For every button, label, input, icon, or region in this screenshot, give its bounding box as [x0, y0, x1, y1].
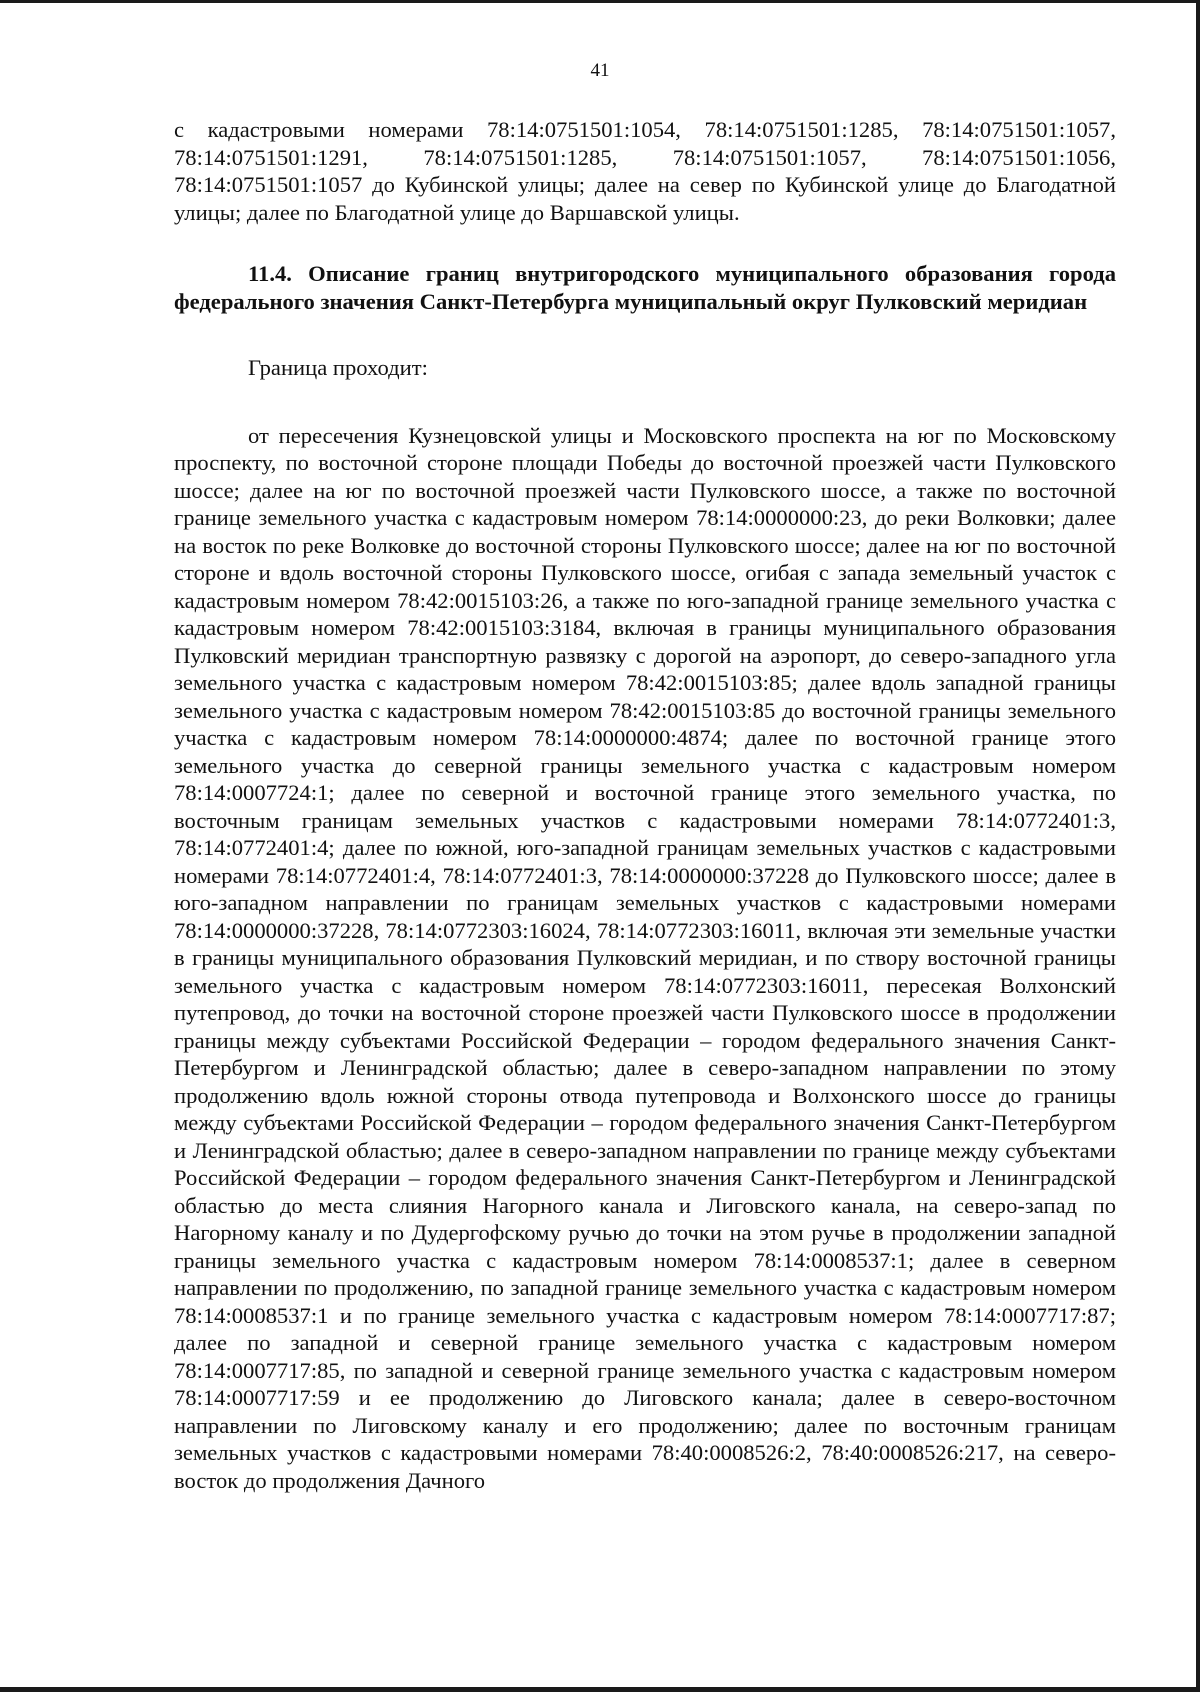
- page-number: 41: [590, 60, 610, 81]
- intro-paragraph: Граница проходит:: [248, 355, 428, 380]
- boundary-description-paragraph: от пересечения Кузнецовской улицы и Московского проспекта на юг по Московскому проспекту, по восточной стороне площади Победы до восточной проезжей части Пулковского шоссе; далее на юг по восточной проезжей части Пулковского шоссе, а также по восточной границе земельного участка с кадастровым номером 78:14:0000000:23, до реки Волковки; далее на восток по реке Волковке до восточной стороны Пулковского шоссе; далее на юг по восточной стороне и вдоль восточной стороны Пулковского шоссе, огибая с запада земельный участок с кадастровым номером 78:42:0015103:26, а также по юго-западной границе земельного участка с кадастровым номером 78:42:0015103:3184, включая в границы муниципального образования Пулковский меридиан транспортную развязку с дорогой на аэропорт, до северо-западного угла земельного участка с кадастровым номером 78:42:0015103:85; далее вдоль западной границы земельного участка с кадастровым номером 78:42:0015103:85 до восточной границы земельного участка с кадастровым номером 78:14:0000000:4874; далее по восточной границе этого земельного участка до северной границы земельного участка с кадастровым номером 78:14:0007724:1; далее по северной и восточной границе этого земельного участка, по восточным границам земельных участков с кадастровыми номерами 78:14:0772401:3, 78:14:0772401:4; далее по южной, юго-западной границам земельных участков с кадастровыми номерами 78:14:0772401:4, 78:14:0772401:3, 78:14:0000000:37228 до Пулковского шоссе; далее в юго-западном направлении по границам земельных участков с кадастровыми номерами 78:14:0000000:37228, 78:14:0772303:16024, 78:14:0772303:16011, включая эти земельные участки в границы муниципального образования Пулковский меридиан, и по створу восточной границы земельного участка с кадастровым номером 78:14:0772303:16011, пересекая Волхонский путепровод, до точки на восточной стороне проезжей части Пулковского шоссе в продолжении границы между субъектами Российской Федерации – городом федерального значения Санкт-Петербургом и Ленинградской областью; далее в северо-западном направлении по этому продолжению вдоль южной стороны отвода путепровода и Волхонского шоссе до границы между субъектами Российской Федерации – городом федерального значения Санкт-Петербургом и Ленинградской областью; далее в северо-западном направлении по границе между субъектами Российской Федерации – городом федерального значения Санкт-Петербургом и Ленинградской областью до места слияния Нагорного канала и Лиговского канала, на северо-запад по Нагорному каналу и по Дудергофскому ручью до точки на этом ручье в продолжении западной границы земельного участка с кадастровым номером 78:14:0008537:1; далее в северном направлении по продолжению, по западной границе земельного участка с кадастровым номером 78:14:0008537:1 и по границе земельного участка с кадастровым номером 78:14:0007717:87; далее по западной и северной границе земельного участка с кадастровым номером 78:14:0007717:85, по западной и северной границе земельного участка с кадастровым номером 78:14:0007717:59 и ее продолжению до Лиговского канала; далее в северо-восточном направлении по Лиговскому каналу и его продолжению; далее по восточным границам земельных участков с кадастровыми номерами 78:40:0008526:2, 78:40:0008526:217, на северо-восток до продолжения Дачного: [174, 422, 1116, 1493]
- scan-border-top: [0, 0, 1200, 3]
- scan-border-bottom: [0, 1687, 1200, 1692]
- scan-border-right: [1196, 0, 1200, 1692]
- section-heading: 11.4. Описание границ внутригородского муниципального образования города федерального значения Санкт-Петербурга муниципальный округ Пулковский меридиан: [174, 261, 1116, 314]
- continuation-paragraph: с кадастровыми номерами 78:14:0751501:1054, 78:14:0751501:1285, 78:14:0751501:1057, 78:14:0751501:1291, 78:14:0751501:1285, 78:14:0751501:1057, 78:14:0751501:1056, 78:14:0751501:1057 до Кубинской улицы; далее на север по Кубинской улице до Благодатной улицы; далее по Благодатной улице до Варшавской улицы.: [174, 117, 1116, 225]
- document-body: [174, 116, 1116, 1494]
